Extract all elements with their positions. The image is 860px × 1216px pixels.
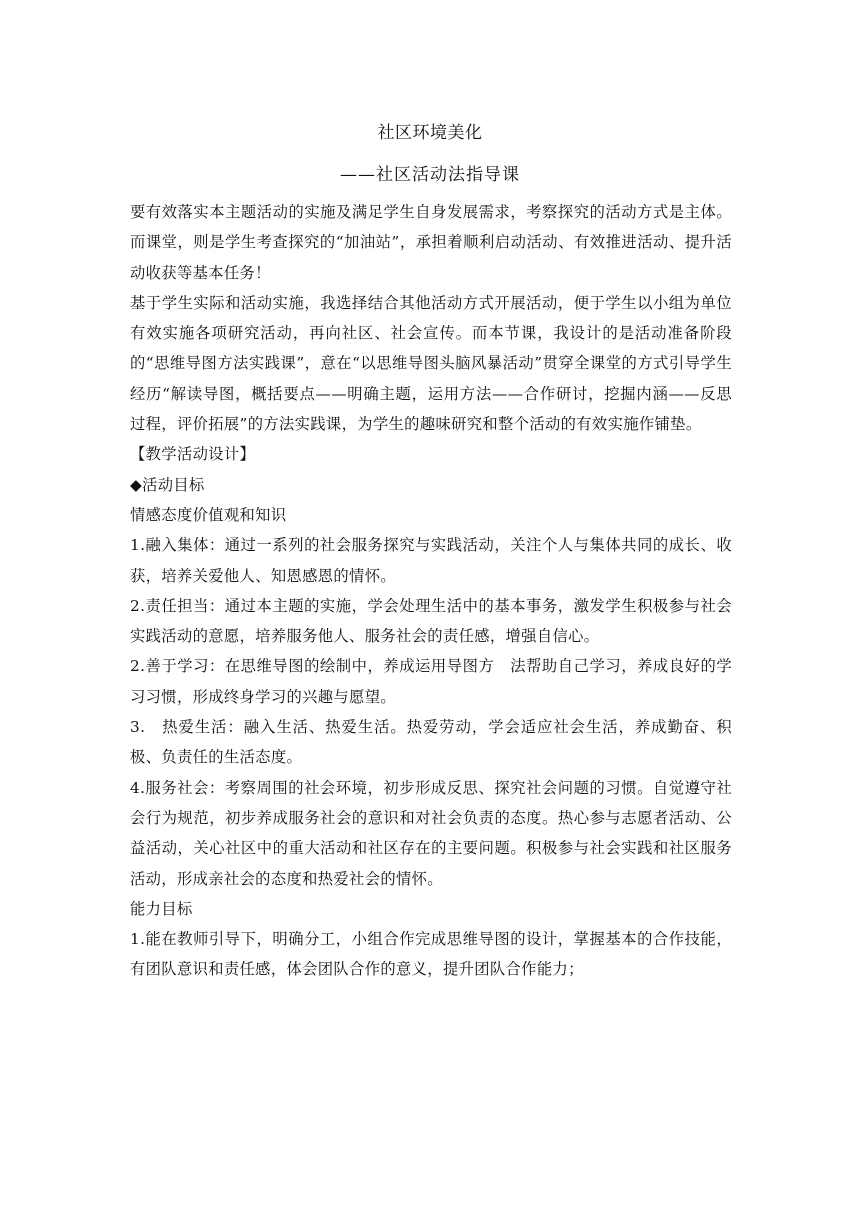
ability-item: 1.能在教师引导下，明确分工，小组合作完成思维导图的设计，掌握基本的合作技能，有团队意识和责任感，体会团队合作的意义，提升团队合作能力； bbox=[130, 930, 732, 979]
subheading-ability-goals: 能力目标 bbox=[130, 899, 193, 918]
goal-item: 1.融入集体：通过一系列的社会服务探究与实践活动，关注个人与集体共同的成长、收获，培养关爱他人、知恩感恩的情怀。 bbox=[130, 536, 732, 585]
subheading-emotion-knowledge: 情感态度价值观和知识 bbox=[130, 505, 287, 524]
background-paragraph: 基于学生实际和活动实施，我选择结合其他活动方式开展活动，便于学生以小组为单位有效实施各项研究活动，再向社区、社会宣传。而本节课，我设计的是活动准备阶段的“思维导图方法实践课”，意在“以思维导图头脑风暴活动”贯穿全课堂的方式引导学生经历“解读导图，概括要点——明确主题，运用方法——合作研讨，挖掘内涵——反思过程，评价拓展”的方法实践课，为学生的趣味研究和整个活动的有效实施作铺垫。 bbox=[130, 293, 732, 434]
subheading-activity-goals: ◆活动目标 bbox=[130, 475, 205, 494]
document-subtitle: ——社区活动法指导课 bbox=[340, 165, 520, 185]
goal-item: 3. 热爱生活：融入生活、热爱生活。热爱劳动，学会适应社会生活，养成勤奋、积极、负责任的生活态度。 bbox=[130, 718, 732, 767]
intro-paragraph: 要有效落实本主题活动的实施及满足学生自身发展需求，考察探究的活动方式是主体。而课堂，则是学生考查探究的“加油站”，承担着顺利启动活动、有效推进活动、提升活动收获等基本任务！ bbox=[130, 203, 732, 282]
document-body bbox=[130, 197, 732, 985]
document-title: 社区环境美化 bbox=[377, 123, 483, 143]
goal-item: 4.服务社会：考察周围的社会环境，初步形成反思、探究社会问题的习惯。自觉遵守社会行为规范，初步养成服务社会的意识和对社会负责的态度。热心参与志愿者活动、公益活动，关心社区中的重大活动和社区存在的主要问题。积极参与社会实践和社区服务活动，形成亲社会的态度和热爱社会的情怀。 bbox=[130, 778, 732, 888]
goal-item: 2.责任担当：通过本主题的实施，学会处理生活中的基本事务，激发学生积极参与社会实践活动的意愿，培养服务他人、服务社会的责任感，增强自信心。 bbox=[130, 596, 732, 646]
section-heading-teaching-design: 【教学活动设计】 bbox=[130, 445, 256, 464]
goal-item: 2.善于学习：在思维导图的绘制中，养成运用导图方 法帮助自己学习，养成良好的学习习惯，形成终身学习的兴趣与愿望。 bbox=[130, 657, 732, 706]
